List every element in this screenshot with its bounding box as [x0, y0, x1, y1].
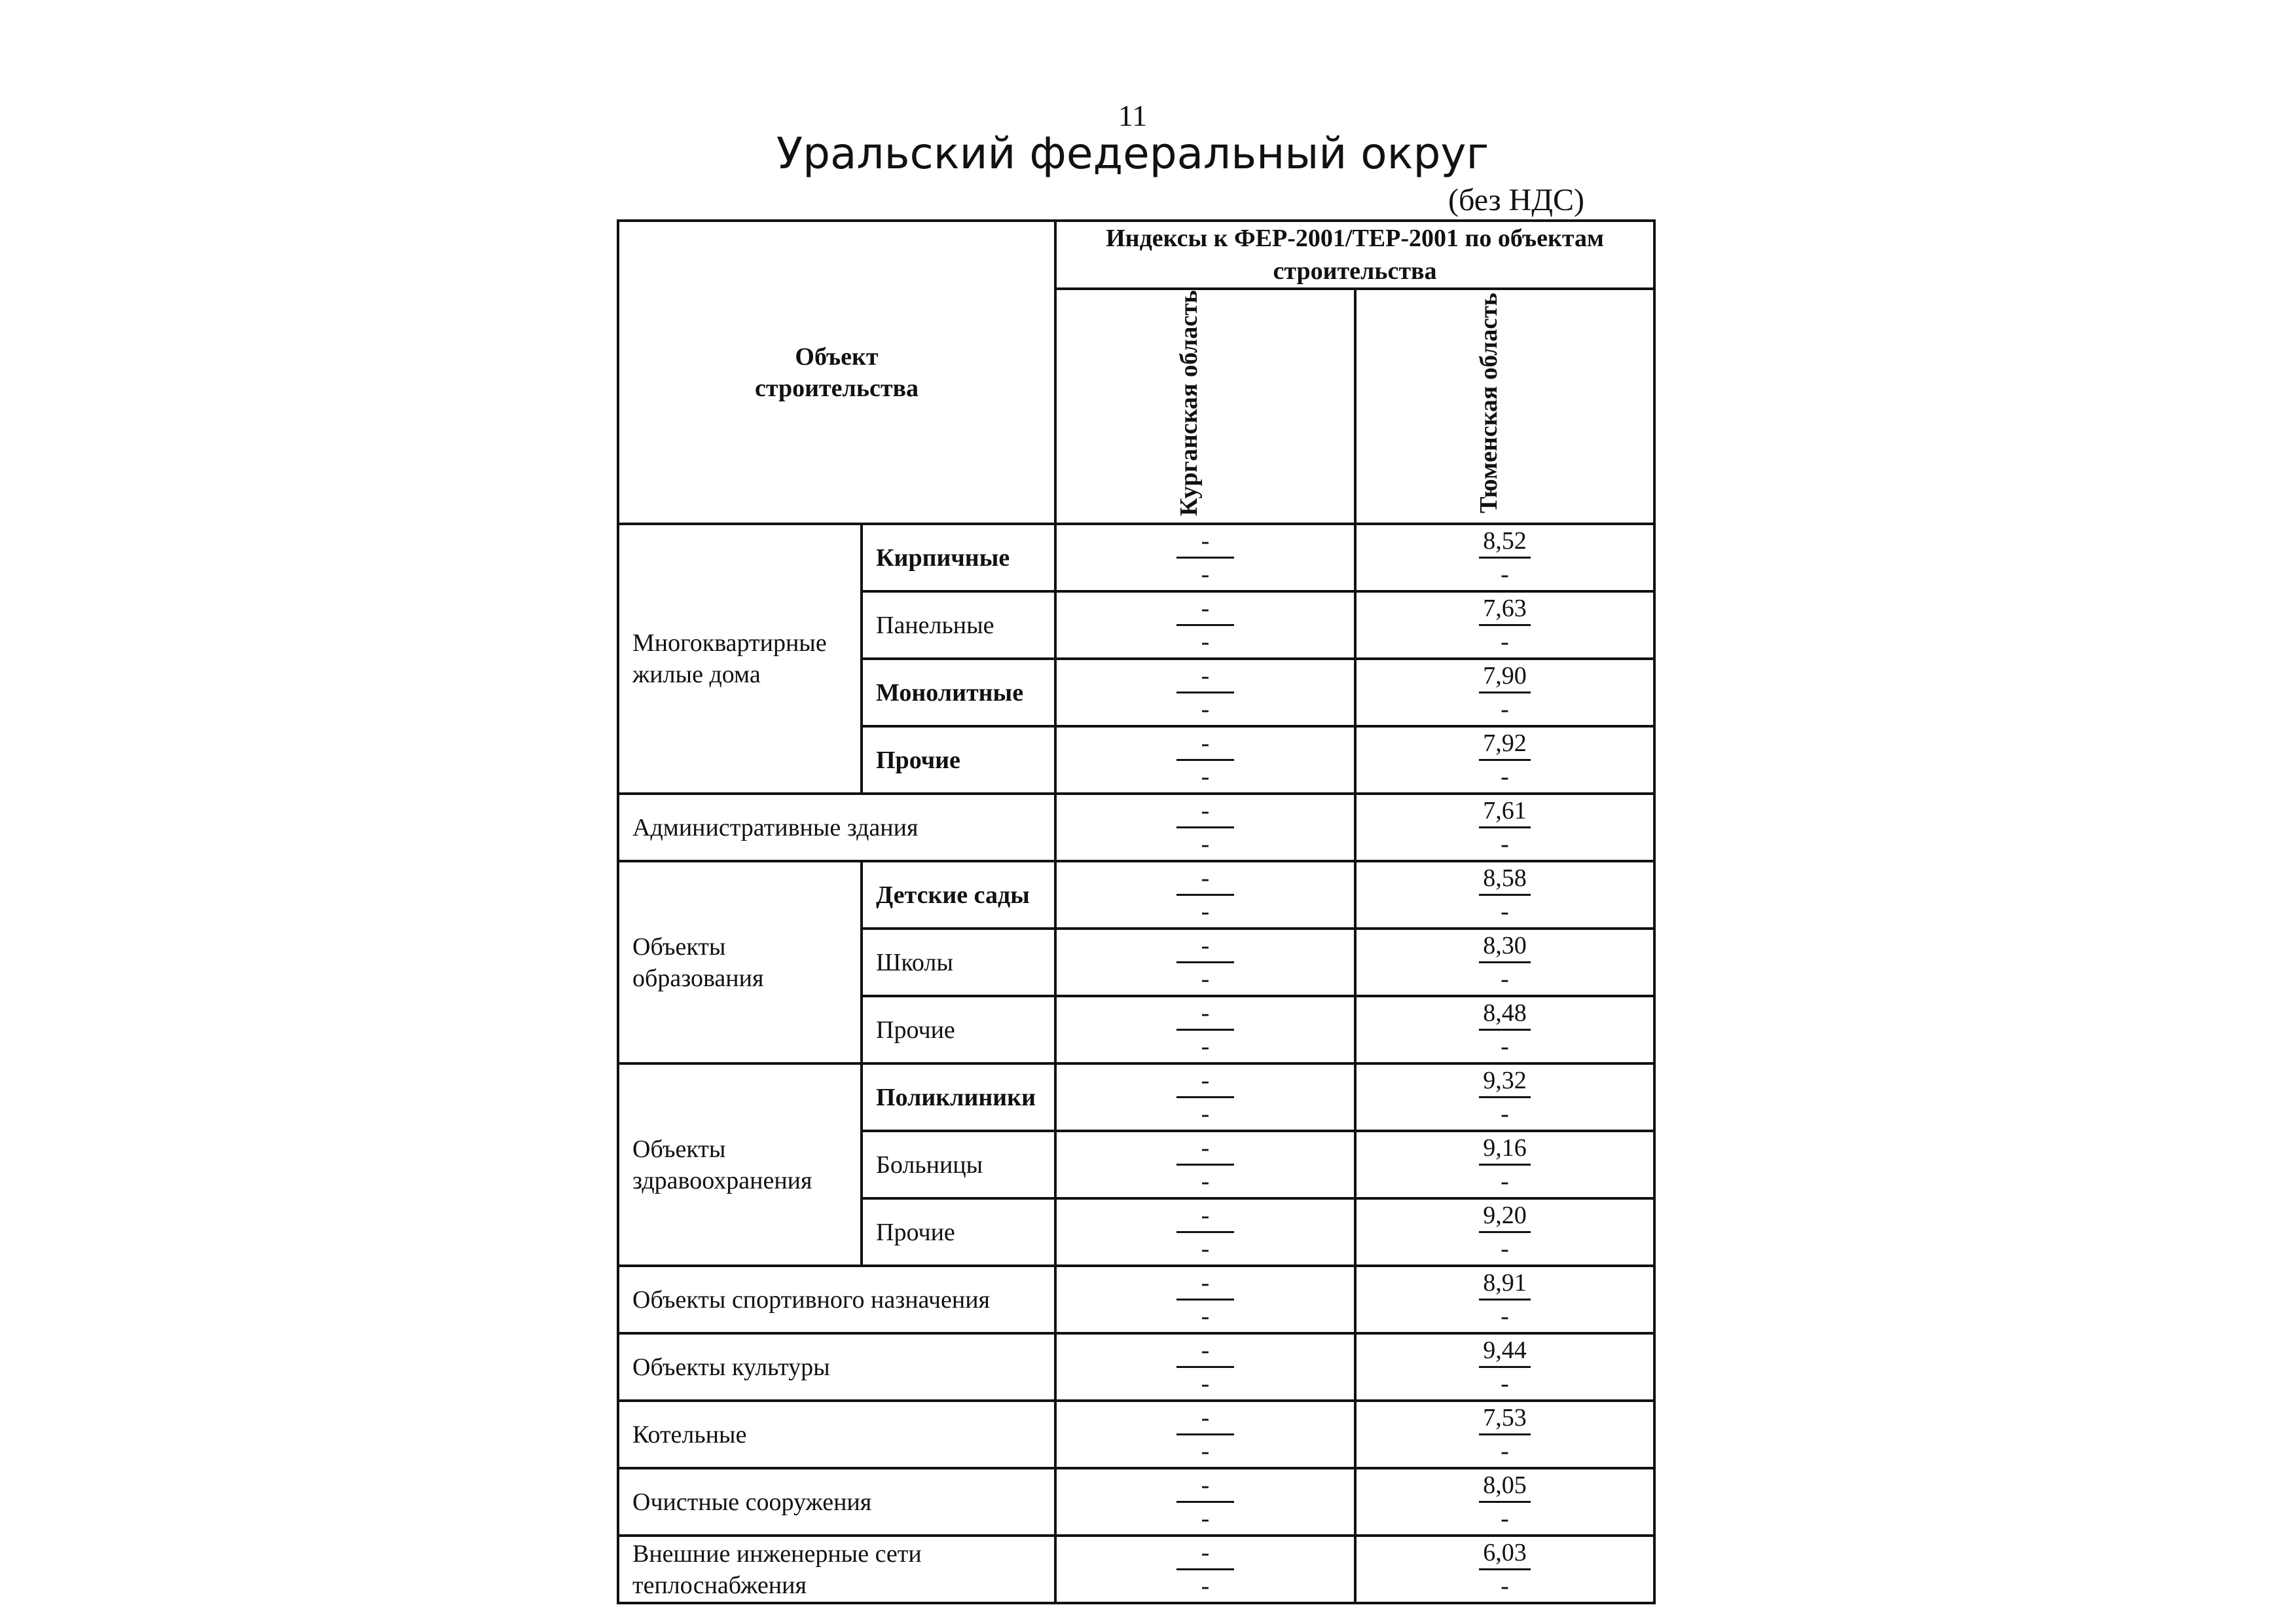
tyumen-value: $\frac{9,32}{-}$ — [1355, 1063, 1654, 1131]
index-table — [617, 219, 1656, 1604]
header-region-kurgan: Курганская область — [1055, 289, 1355, 524]
tyumen-value: $\frac{7,61}{-}$ — [1355, 794, 1654, 861]
tyumen-value: $\frac{7,53}{-}$ — [1355, 1401, 1654, 1468]
row-label: Объекты спортивного назначения — [618, 1266, 1055, 1333]
tyumen-value: $\frac{9,20}{-}$ — [1355, 1198, 1654, 1266]
row-label: Котельные — [618, 1401, 1055, 1468]
kurgan-value: $\frac{-}{-}$ — [1055, 659, 1355, 726]
kurgan-value: $\frac{-}{-}$ — [1055, 591, 1355, 659]
header-indexes: Индексы к ФЕР-2001/ТЕР-2001 по объектам строительства — [1055, 221, 1654, 289]
tyumen-value: $\frac{7,92}{-}$ — [1355, 726, 1654, 794]
row-label: Детские сады — [862, 861, 1055, 929]
tyumen-value: $\frac{8,30}{-}$ — [1355, 929, 1654, 996]
row-label: Монолитные — [862, 659, 1055, 726]
tyumen-value: $\frac{8,58}{-}$ — [1355, 861, 1654, 929]
page-number: 11 — [1118, 99, 1148, 132]
kurgan-value: $\frac{-}{-}$ — [1055, 996, 1355, 1063]
row-label: Прочие — [862, 996, 1055, 1063]
tyumen-value: $\frac{7,63}{-}$ — [1355, 591, 1654, 659]
row-label: Очистные сооружения — [618, 1468, 1055, 1536]
tyumen-value: $\frac{7,90}{-}$ — [1355, 659, 1654, 726]
kurgan-value: $\frac{-}{-}$ — [1055, 1468, 1355, 1536]
kurgan-value: $\frac{-}{-}$ — [1055, 1198, 1355, 1266]
row-label: Объекты культуры — [618, 1333, 1055, 1401]
row-label: Административные здания — [618, 794, 1055, 861]
tyumen-value: $\frac{8,91}{-}$ — [1355, 1266, 1654, 1333]
kurgan-value: $\frac{-}{-}$ — [1055, 524, 1355, 591]
row-label: Панельные — [862, 591, 1055, 659]
tyumen-value: $\frac{9,16}{-}$ — [1355, 1131, 1654, 1198]
kurgan-value: $\frac{-}{-}$ — [1055, 1536, 1355, 1603]
row-label: Прочие — [862, 726, 1055, 794]
kurgan-value: $\frac{-}{-}$ — [1055, 794, 1355, 861]
row-label: Кирпичные — [862, 524, 1055, 591]
row-label: Школы — [862, 929, 1055, 996]
row-label: Поликлиники — [862, 1063, 1055, 1131]
row-label: Прочие — [862, 1198, 1055, 1266]
group-housing: Многоквартирные жилые дома — [618, 524, 862, 794]
tyumen-value: $\frac{8,05}{-}$ — [1355, 1468, 1654, 1536]
kurgan-value: $\frac{-}{-}$ — [1055, 861, 1355, 929]
group-health: Объекты здравоохранения — [618, 1063, 862, 1266]
kurgan-value: $\frac{-}{-}$ — [1055, 726, 1355, 794]
row-label: Внешние инженерные сети теплоснабжения — [618, 1536, 1055, 1603]
vat-note: (без НДС) — [1448, 183, 1584, 217]
tyumen-value: $\frac{8,52}{-}$ — [1355, 524, 1654, 591]
group-education: Объекты образования — [618, 861, 862, 1063]
kurgan-value: $\frac{-}{-}$ — [1055, 929, 1355, 996]
tyumen-value: $\frac{6,03}{-}$ — [1355, 1536, 1654, 1603]
kurgan-value: $\frac{-}{-}$ — [1055, 1401, 1355, 1468]
kurgan-value: $\frac{-}{-}$ — [1055, 1063, 1355, 1131]
page-title: Уральский федеральный округ — [776, 128, 1489, 179]
kurgan-value: $\frac{-}{-}$ — [1055, 1266, 1355, 1333]
kurgan-value: $\frac{-}{-}$ — [1055, 1131, 1355, 1198]
kurgan-value: $\frac{-}{-}$ — [1055, 1333, 1355, 1401]
tyumen-value: $\frac{9,44}{-}$ — [1355, 1333, 1654, 1401]
header-object: Объект строительства — [618, 221, 1055, 524]
row-label: Больницы — [862, 1131, 1055, 1198]
header-region-tyumen: Тюменская область — [1355, 289, 1654, 524]
tyumen-value: $\frac{8,48}{-}$ — [1355, 996, 1654, 1063]
